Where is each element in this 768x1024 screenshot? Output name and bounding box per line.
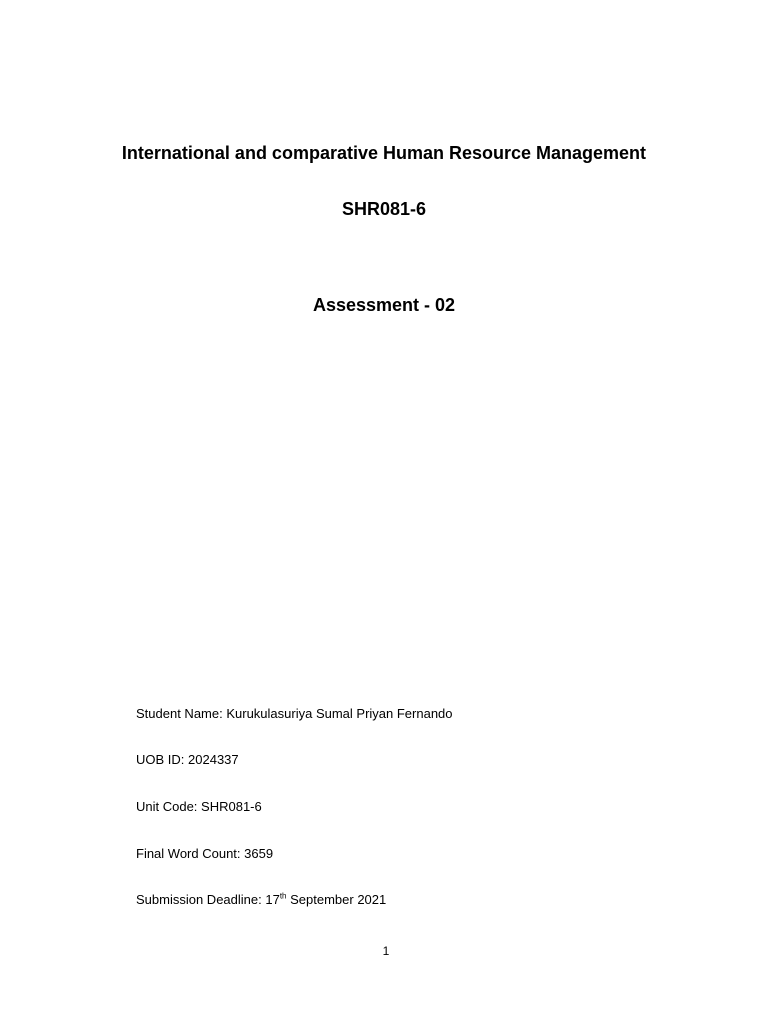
uob-id-value: 2024337: [188, 752, 239, 767]
student-name-value: Kurukulasuriya Sumal Priyan Fernando: [226, 706, 453, 721]
word-count-label: Final Word Count:: [136, 846, 241, 861]
unit-code-value: SHR081-6: [201, 799, 262, 814]
deadline-month-year: September 2021: [290, 892, 387, 907]
unit-code-label: Unit Code:: [136, 799, 198, 814]
document-title: International and comparative Human Resource Management: [121, 143, 647, 163]
submission-deadline-line: [136, 891, 386, 909]
word-count-value: 3659: [244, 846, 274, 861]
assessment-heading: Assessment - 02: [312, 295, 456, 315]
student-name-label: Student Name:: [136, 706, 223, 721]
deadline-day: 17: [265, 892, 280, 907]
deadline-day-suffix: th: [279, 891, 287, 901]
page-number: 1: [382, 944, 390, 958]
uob-id-line: [136, 751, 239, 769]
deadline-label: Submission Deadline:: [136, 892, 262, 907]
student-name-line: [136, 705, 453, 723]
uob-id-label: UOB ID:: [136, 752, 185, 767]
unit-code-line: [136, 798, 262, 816]
word-count-line: [136, 845, 273, 863]
module-code-heading: SHR081-6: [341, 199, 427, 219]
